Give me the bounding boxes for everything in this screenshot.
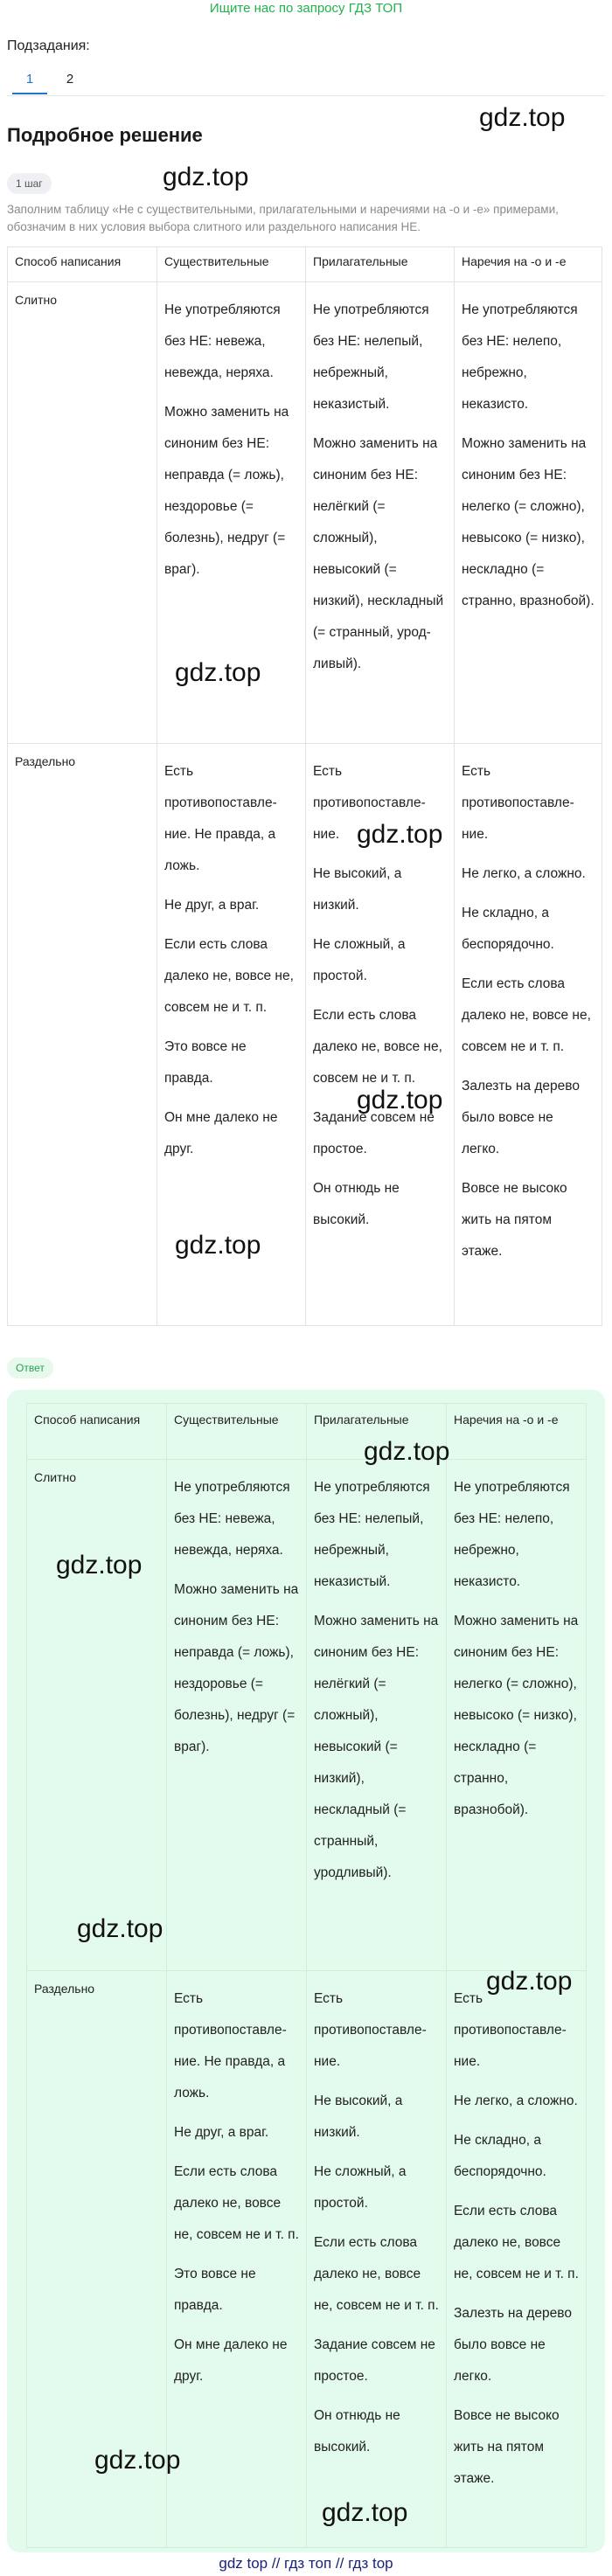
watermark: gdz.top <box>479 103 566 132</box>
watermark: gdz.top <box>175 1231 261 1260</box>
table-row <box>27 1460 587 1971</box>
watermark: gdz.top <box>322 2498 408 2527</box>
subtask-tabs <box>7 65 605 96</box>
footer <box>0 2552 612 2576</box>
table-cell <box>307 1460 447 1971</box>
table-header-row <box>27 1404 587 1460</box>
table-cell <box>447 1971 587 2548</box>
cell-text: Он отнюдь не высокий. <box>313 1181 400 1227</box>
cell-text: Если есть слова далеко не, вовсе не, совсем не и т. п. <box>313 1008 442 1086</box>
footer-separator: // <box>271 2555 281 2572</box>
cell-text: Есть противопоставление. <box>313 764 426 842</box>
cell-text: Если есть слова далеко не, вовсе не, совсем не и т. п. <box>174 2164 299 2242</box>
table-header: Наречия на -о и -е <box>455 247 602 282</box>
cell-text: Не легко, а сложно. <box>454 2093 578 2108</box>
watermark: gdz.top <box>77 1914 163 1943</box>
cell-text: Есть противопоставление. Не правда, а ложь. <box>164 764 277 873</box>
row-label: Раздельно <box>27 1971 167 2548</box>
footer-separator: // <box>335 2555 344 2572</box>
watermark: gdz.top <box>56 1551 143 1580</box>
footer-link[interactable]: гдз top <box>348 2555 393 2572</box>
watermark: gdz.top <box>364 1437 450 1466</box>
subtask-tab-2[interactable]: 2 <box>66 72 74 87</box>
solution-title: Подробное решение <box>7 124 203 146</box>
cell-text: Это вовсе не правда. <box>164 1039 247 1086</box>
table-cell <box>307 1971 447 2548</box>
cell-text: Не высокий, а низкий. <box>314 2093 403 2140</box>
cell-text: Не друг, а враг. <box>174 2125 269 2140</box>
cell-text: Есть противопоставление. <box>462 764 574 842</box>
footer-link[interactable]: gdz top <box>219 2555 268 2572</box>
cell-text: Не легко, а сложно. <box>462 866 586 881</box>
cell-text: Можно заменить на синоним без НЕ: нелёгкий (= сложный), невысокий (= низкий), нескладный (= странный, уродливый). <box>314 1614 439 1880</box>
watermark: gdz.top <box>486 1967 573 1996</box>
watermark: gdz.top <box>175 658 261 687</box>
subtasks-label: Подзадания: <box>7 38 90 53</box>
cell-text: Не складно, а беспорядочно. <box>462 906 554 952</box>
table-cell <box>167 1460 307 1971</box>
cell-text: Не сложный, а простой. <box>314 2164 407 2211</box>
cell-text: Не употребляются без НЕ: нелепо, небрежно, неказисто. <box>454 1480 570 1589</box>
table-header-row <box>8 247 602 282</box>
cell-text: Есть противопоставление. Не правда, а ложь. <box>174 1991 287 2100</box>
solution-intro: Заполним таблицу «Не с существительными, прилагательными и наречиями на -о и -е» примерами, обозначим в них условия выбора слитного или раздельного написания НЕ. <box>7 203 559 233</box>
cell-text: Не складно, а беспорядочно. <box>454 2133 546 2179</box>
table-header: Способ написания <box>8 247 157 282</box>
cell-text: Если есть слова далеко не, вовсе не, совсем не и т. п. <box>462 976 591 1054</box>
footer-link[interactable]: гдз топ <box>284 2555 332 2572</box>
table-header: Существительные <box>157 247 306 282</box>
watermark: gdz.top <box>357 820 443 849</box>
cell-text: Он мне далеко не друг. <box>164 1110 278 1156</box>
cell-text: Он отнюдь не высокий. <box>314 2408 400 2454</box>
row-label: Слитно <box>27 1460 167 1971</box>
watermark: gdz.top <box>163 163 249 191</box>
table-header: Прилагательные <box>307 1404 447 1460</box>
cell-text: Есть противопоставление. <box>454 1991 567 2069</box>
cell-text: Не употребляются без НЕ: нелепый, небрежный, неказистый. <box>314 1480 430 1589</box>
cell-text: Можно заменить на синоним без НЕ: нелегко (= сложно), невысоко (= низко), нескладно (= странно, вразнобой). <box>454 1614 579 1817</box>
cell-text: Вовсе не высоко жить на пятом этаже. <box>462 1181 567 1259</box>
answer-badge: Ответ <box>7 1357 53 1378</box>
cell-text: Если есть слова далеко не, вовсе не, совсем не и т. п. <box>454 2204 579 2281</box>
watermark: gdz.top <box>357 1086 443 1114</box>
cell-text: Можно заменить на синоним без НЕ: неправда (= ложь), нездоровье (= болезнь), недруг (= враг). <box>164 405 289 577</box>
table-row <box>8 744 602 1326</box>
cell-text: Задание совсем не простое. <box>314 2337 435 2384</box>
cell-text: Если есть слова далеко не, вовсе не, совсем не и т. п. <box>314 2235 439 2313</box>
cell-text: Залезть на дерево было вовсе не легко. <box>454 2306 572 2384</box>
table-cell <box>455 282 602 744</box>
table-row <box>8 282 602 744</box>
table-header: Существительные <box>167 1404 307 1460</box>
table-cell <box>447 1460 587 1971</box>
table-cell <box>167 1971 307 2548</box>
cell-text: Вовсе не высоко жить на пятом этаже. <box>454 2408 560 2486</box>
cell-text: Не сложный, а простой. <box>313 937 406 983</box>
table-header: Прилагательные <box>306 247 455 282</box>
cell-text: Можно заменить на синоним без НЕ: неправда (= ложь), нездоровье (= болезнь), недруг (= враг). <box>174 1582 299 1754</box>
table-cell <box>455 744 602 1326</box>
step-badge: 1 шаг <box>7 173 52 194</box>
watermark: gdz.top <box>94 2446 181 2475</box>
cell-text: Задание совсем не простое. <box>313 1110 435 1156</box>
cell-text: Можно заменить на синоним без НЕ: нелёгкий (= сложный), невысокий (= низкий), нескладный (= странный, уродливый). <box>313 436 444 671</box>
cell-text: Не высокий, а низкий. <box>313 866 402 913</box>
cell-text: Если есть слова далеко не, вовсе не, совсем не и т. п. <box>164 937 294 1015</box>
cell-text: Не употребляются без НЕ: нелепый, небрежный, неказистый. <box>313 302 429 412</box>
search-hint-link[interactable]: Ищите нас по запросу ГДЗ ТОП <box>209 1 403 16</box>
table-header: Способ написания <box>27 1404 167 1460</box>
table-cell <box>306 282 455 744</box>
cell-text: Залезть на дерево было вовсе не легко. <box>462 1079 580 1156</box>
row-label: Раздельно <box>8 744 157 1326</box>
cell-text: Не употребляются без НЕ: нелепо, небрежно, неказисто. <box>462 302 578 412</box>
cell-text: Не употребляются без НЕ: невежа, невежда, неряха. <box>174 1480 290 1558</box>
cell-text: Есть противопоставление. <box>314 1991 427 2069</box>
cell-text: Можно заменить на синоним без НЕ: нелегко (= сложно), невысоко (= низко), нескладно (= странно, вразнобой). <box>462 436 595 608</box>
table-header: Наречия на -о и -е <box>447 1404 587 1460</box>
subtask-tab-1[interactable]: 1 <box>12 68 47 94</box>
solution-table <box>7 246 602 1326</box>
cell-text: Не друг, а враг. <box>164 898 260 913</box>
cell-text: Он мне далеко не друг. <box>174 2337 288 2384</box>
cell-text: Не употребляются без НЕ: невежа, невежда, неряха. <box>164 302 281 380</box>
row-label: Слитно <box>8 282 157 744</box>
cell-text: Это вовсе не правда. <box>174 2267 256 2313</box>
